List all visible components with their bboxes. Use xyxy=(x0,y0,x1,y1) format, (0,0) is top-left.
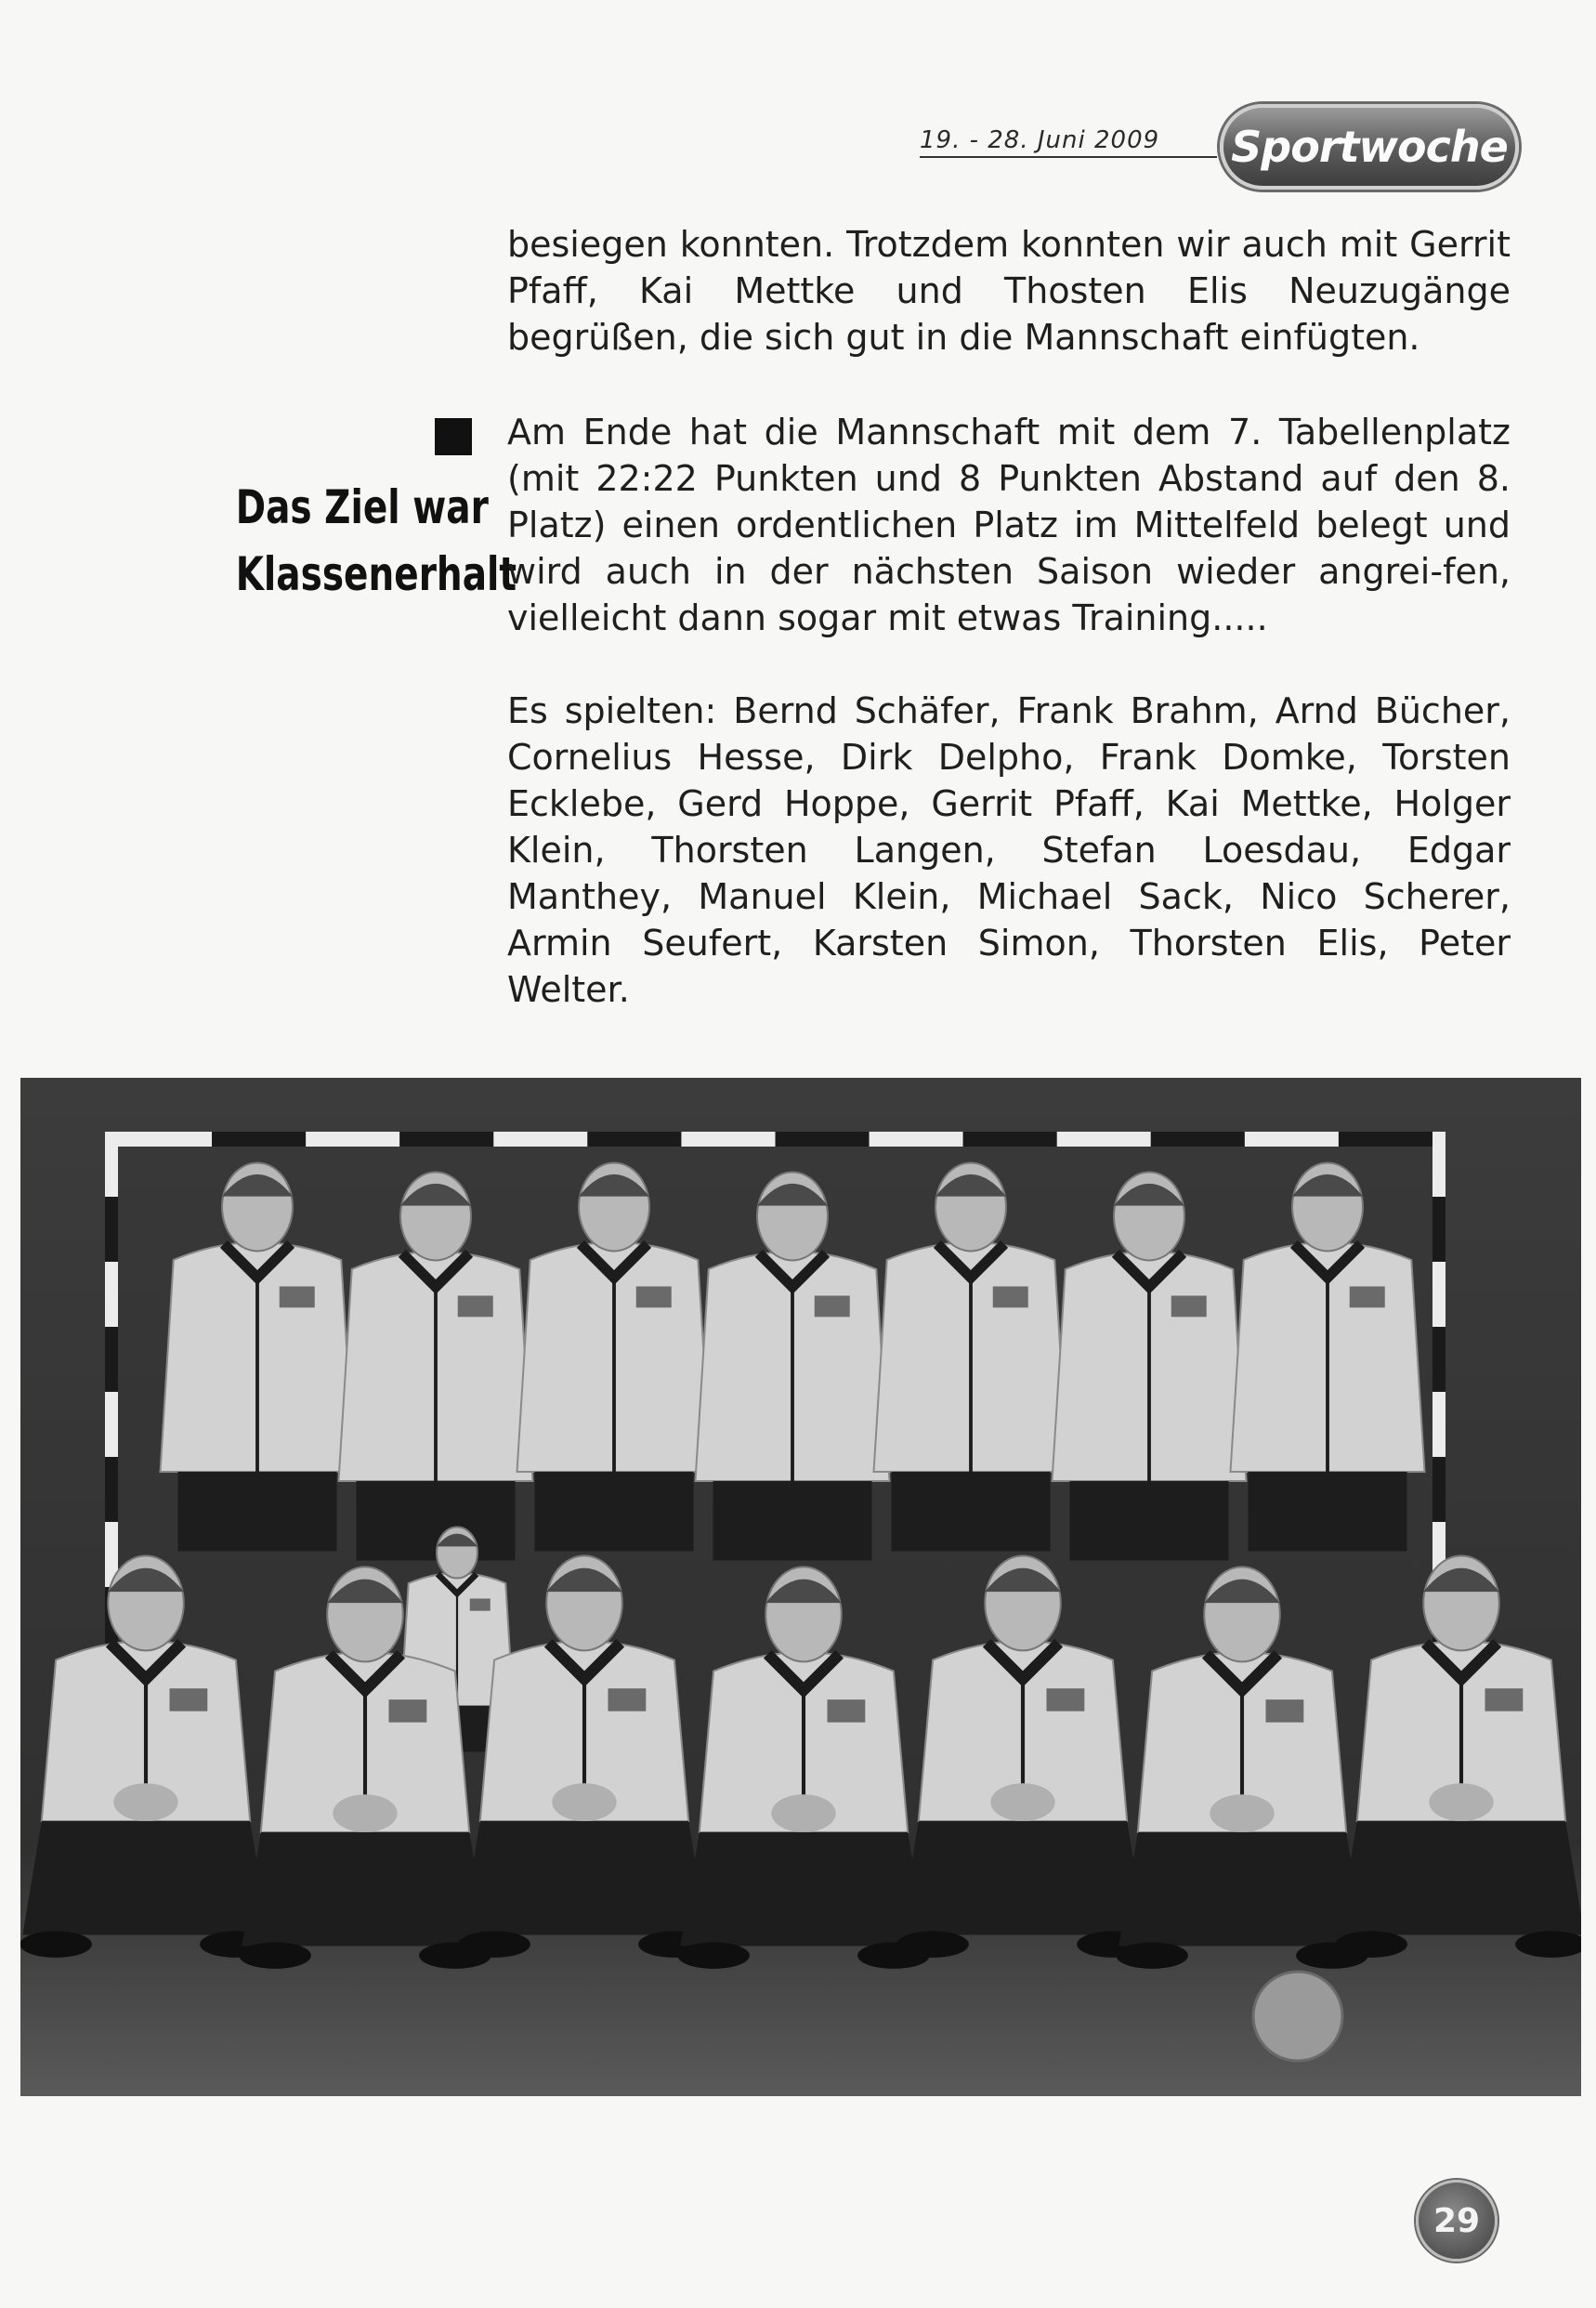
pants xyxy=(22,1821,268,1934)
jacket-logo xyxy=(1350,1287,1385,1308)
side-heading xyxy=(235,474,517,608)
jacket-logo xyxy=(280,1287,315,1308)
pants xyxy=(357,1481,516,1561)
hands xyxy=(113,1783,177,1821)
hands xyxy=(990,1783,1054,1821)
pants xyxy=(892,1472,1051,1552)
pants xyxy=(1119,1832,1365,1946)
jacket-logo xyxy=(608,1688,647,1711)
goal-crossbar-segment xyxy=(1245,1132,1339,1147)
goal-right-post-segment xyxy=(1432,1327,1446,1392)
jacket-logo xyxy=(636,1287,672,1308)
goal-left-post-segment xyxy=(105,1327,118,1392)
goal-crossbar-segment xyxy=(1057,1132,1151,1147)
article-paragraph-3: Es spielten: Bernd Schäfer, Frank Brahm, Arnd Bücher, Cornelius Hesse, Dirk Delpho, Frank Domke, Torsten Ecklebe, Gerd Hoppe, Gerrit Pfaff, Kai Mettke, Holger Klein, Thorsten Langen, Stefan Loesdau, Edgar Manthey, Manuel Klein, Michael Sack, Nico Scherer, Armin Seufert, Karsten Simon, Thorsten Elis, Peter Welter. xyxy=(507,690,1511,1010)
hands xyxy=(771,1794,835,1832)
goal-left-post-segment xyxy=(105,1457,118,1522)
goal-crossbar-segment xyxy=(399,1132,493,1147)
pants xyxy=(242,1832,488,1946)
goal-crossbar-segment xyxy=(870,1132,963,1147)
goal-crossbar-segment xyxy=(493,1132,587,1147)
shoe-left xyxy=(1335,1931,1407,1958)
pants xyxy=(1338,1821,1581,1934)
hands xyxy=(1210,1794,1274,1832)
heading-marker-square xyxy=(435,418,472,455)
section-badge xyxy=(1220,104,1519,190)
goal-crossbar-segment xyxy=(118,1132,212,1147)
goal-left-post-segment xyxy=(105,1392,118,1457)
jacket-logo xyxy=(1171,1296,1207,1318)
jacket-logo xyxy=(470,1599,491,1611)
hands xyxy=(1429,1783,1493,1821)
hands xyxy=(552,1783,616,1821)
goal-left-post-segment xyxy=(105,1197,118,1262)
goal-right-post-segment xyxy=(1432,1132,1446,1197)
pants xyxy=(461,1821,707,1934)
team-photo-illustration xyxy=(20,1078,1581,2096)
issue-date: 19. - 28. Juni 2009 xyxy=(920,126,1217,158)
pants xyxy=(680,1832,926,1946)
goal-crossbar-segment xyxy=(212,1132,306,1147)
handball xyxy=(1253,1972,1342,2061)
goal-left-post-segment xyxy=(105,1132,118,1197)
jacket-logo xyxy=(993,1287,1028,1308)
shoe-left xyxy=(458,1931,530,1958)
goal-right-post-segment xyxy=(1432,1197,1446,1262)
pants xyxy=(899,1821,1145,1934)
article-paragraph-1: besiegen konnten. Trotzdem konnten wir auch mit Gerrit Pfaff, Kai Mettke und Thosten Elis Neuzugänge begrüßen, die sich gut in die Mannschaft einfügten. xyxy=(507,224,1511,358)
jacket-logo xyxy=(1266,1699,1304,1722)
pants xyxy=(535,1472,694,1552)
pants xyxy=(713,1481,872,1561)
goal-right-post-segment xyxy=(1432,1392,1446,1457)
article-paragraph-2: Am Ende hat die Mannschaft mit dem 7. Tabellenplatz (mit 22:22 Punkten und 8 Punkten Abstand auf den 8. Platz) einen ordentlichen Platz im Mittelfeld belegt und wird auch in der nächsten Saison wieder angrei-fen, vielleicht dann sogar mit etwas Training..... xyxy=(507,412,1511,638)
goal-crossbar-segment xyxy=(306,1132,399,1147)
shoe-left xyxy=(677,1942,750,1969)
side-heading-line-2: Klassenerhalt xyxy=(235,547,517,601)
pants xyxy=(1249,1472,1407,1552)
section-badge-label: Sportwoche xyxy=(1231,122,1508,172)
pants xyxy=(178,1472,337,1552)
shoe-left xyxy=(896,1931,969,1958)
shoe-left xyxy=(1116,1942,1188,1969)
jacket-logo xyxy=(389,1699,427,1722)
hands xyxy=(333,1794,397,1832)
jacket-logo xyxy=(458,1296,493,1318)
jacket-logo xyxy=(828,1699,866,1722)
page-number-badge xyxy=(1416,2180,1498,2262)
side-heading-line-1: Das Ziel war xyxy=(235,480,489,534)
goal-left-post-segment xyxy=(105,1262,118,1327)
team-photo xyxy=(20,1078,1581,2096)
jacket-logo xyxy=(1485,1688,1524,1711)
jacket-logo xyxy=(815,1296,850,1318)
goal-crossbar-segment xyxy=(776,1132,870,1147)
goal-crossbar-segment xyxy=(1339,1132,1432,1147)
goal-crossbar-segment xyxy=(1151,1132,1245,1147)
goal-crossbar-segment xyxy=(681,1132,775,1147)
goal-right-post-segment xyxy=(1432,1457,1446,1522)
jacket-logo xyxy=(170,1688,208,1711)
goal-crossbar-segment xyxy=(587,1132,681,1147)
jacket-logo xyxy=(1047,1688,1085,1711)
shoe-left xyxy=(239,1942,311,1969)
pants xyxy=(1070,1481,1229,1561)
shoe-left xyxy=(20,1931,92,1958)
page-number: 29 xyxy=(1432,2201,1481,2240)
goal-crossbar-segment xyxy=(963,1132,1057,1147)
goal-right-post-segment xyxy=(1432,1262,1446,1327)
